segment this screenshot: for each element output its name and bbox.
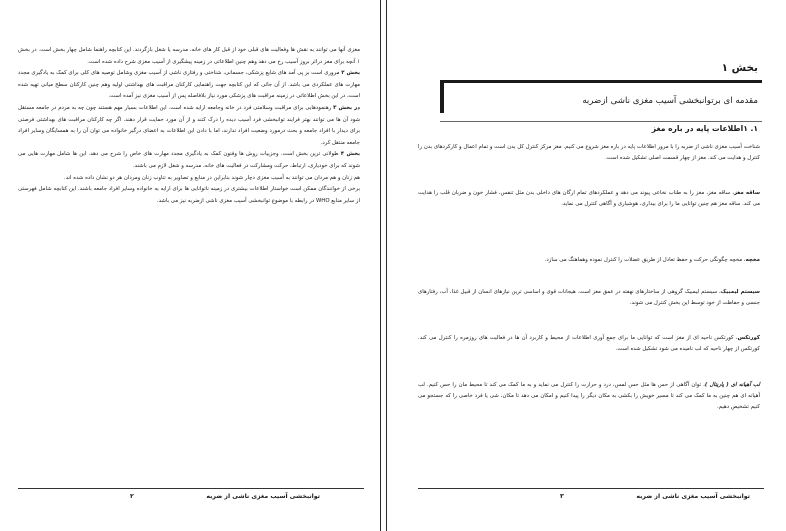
footer-page-number: ۲ bbox=[130, 493, 134, 500]
page-gutter-line bbox=[386, 0, 387, 531]
body-paragraph: مخچه، مخچه چگونگی حرکت و حفظ تعادل از طریق عضلات را کنترل نموده وهماهنگ می سازد. bbox=[544, 257, 760, 263]
footer-title: توانبخشی آسیب مغزی ناشی از ضربه bbox=[206, 493, 320, 500]
footer-page-number: ۳ bbox=[560, 493, 564, 500]
left-footer bbox=[130, 493, 320, 500]
right-body-block bbox=[418, 380, 760, 412]
chapter-rule bbox=[440, 121, 762, 122]
right-body-block bbox=[418, 188, 760, 210]
body-paragraph: بخش ۲ مروری است بر پی آمد های شایع پزشکی، جسمانی، شناختی و رفتاری ناشی از آسیب مغزی وشامل توصیه های کلی برای کمک به یادگیری مجدد مهارت های عملکردی می باشد. از آن جائی که این کتابچه جهت راهنمایی کارکنان مراقبت های بهداشتی اولیه وهم چنین کارکنان سطح میانی تهیه شده است، در این بخش اطلاعاتی در زمینه مراقبت های پزشکی مورد نیاز بلافاصله پس از آسیب مغزی نیز آمده است. bbox=[18, 70, 361, 100]
footer-title: توانبخشی آسیب مغزی ناشی از ضربه bbox=[636, 493, 750, 500]
body-paragraph: برخی از خوانندگان ممکن است خواستار اطلاعات بیشتری در زمینه ناتوانایی ها برای ارایه به خانواده وسایر افراد جامعه باشند. این کتابچه شامل فهرستی از سایر منابع WHO در رابطه با موضوع توانبخشی آسیب مغزی ناشی ازضربه نیز می باشد. bbox=[18, 186, 360, 204]
page-gutter-line bbox=[380, 0, 381, 531]
footer-rule bbox=[18, 488, 364, 489]
part-title-rule bbox=[440, 80, 762, 83]
section-title: ۱. ۱اطلاعات پایه در باره مغز bbox=[651, 124, 758, 133]
right-body-block bbox=[418, 255, 760, 266]
body-paragraph: مغزی آنها می توانند به نقش ها وفعالیت های قبلی خود از قبل کار های خانه، مدرسه یا شغل بازگردند. این کتابچه راهنما شامل چهار بخش است. در بخش ۱ آنچه برای مغز درائر بروز آسیب رخ می دهد وهم چنین اطلاعاتی در زمینه پیشگیری از آسیب مغزی شرح داده شده است. bbox=[18, 47, 360, 65]
right-body-block bbox=[418, 142, 760, 164]
body-paragraph: سیستم لیمبیک، سیستم لیمبیک گروهی از ساختارهای نهفته در عمق مغز است. هیجانات قوی و اساسی ترین نیازهای انسان از قبیل غذا، آب، رفتارهای جنسی و حفاظت از خود توسط این بخش کنترل می شوند. bbox=[418, 289, 760, 306]
right-footer bbox=[560, 493, 750, 500]
chapter-title: مقدمه ای برتوانبخشی آسیب مغزی ناشی ازضربه bbox=[582, 96, 758, 106]
part-title-accent-bar bbox=[440, 80, 444, 113]
body-paragraph: کورتکس، کورتکس ناحیه ای از مغز است که توانایی ما برای جمع آوری اطلاعات از محیط و کاربرد آن ها در فعالیت های روزمره را کنترل می کند. کورتکس از چهار ناحیه که لب نامیده می شود تشکیل شده است. bbox=[418, 335, 760, 352]
body-paragraph: در بخش ۳ رهنمودهایی برای مراقبت وسلامتی فرد در خانه وجامعه ارایه شده است. این اطلاعات بسیار مهم هستند چون چه به مردم در جامعه مستقل شود آن ها می توانند بهتر فرایند توانبخشی فرد آسیب دیده را درک کنند و از آن مورد حمایت قرار دهند. اگر چه کارکنان مراقبت های بهداشتی فرصتی برای دیدار با افراد جامعه و بحث درمورد وضعیت افراد ندارند، اما با دادن این اطلاعات به اعضای درگیر خانواده می توان آن را به همسایگان وسایر افراد جامعه منتقل کرد. bbox=[18, 104, 360, 146]
body-paragraph: ساقه مغز، ساقه مغز، مغز را به طناب نخاعی پیوند می دهد و عملکردهای تمام ارگان های داخلی بدن مثل تنفس، فشار خون و ضربان قلب را هدایت می کند. ساقه مغز هم چنین توانایی ما را برای بیداری، هوشیاری و آگاهی کنترل می نماید. bbox=[418, 190, 760, 207]
left-page-body bbox=[18, 45, 360, 207]
part-title: بخش ۱ bbox=[721, 62, 758, 74]
right-body-block bbox=[418, 287, 760, 309]
body-paragraph: هم زنان و هم مردان می توانند به آسیب مغزی دچار شوند بنابراین در منابع و تصاویر به تناوب زنان ومردان هر دو نشان داده شده اند. bbox=[64, 174, 360, 181]
footer-rule bbox=[418, 488, 764, 489]
body-paragraph: لب آهیانه ای ( پاریتال )، توان آگاهی از حس ها مثل حس لمس، درد و حرارت را کنترل می نماید و به ما کمک می کند تا محیط مان را حس کنیم. لب آهیانه ای هم چنین به ما کمک می کند تا مسیر خویش را بکشی به مکان دیگر را پیدا کنیم و امکان می دهد تا مکان، شی یا فرد خاصی را که جستجو می کنیم تشخیص دهیم. bbox=[418, 382, 760, 410]
body-paragraph: بخش ۴ طولانی ترین بخش است. وجزییات روش ها وفنون کمک به یادگیری مجدد مهارت های خاص را شرح می دهد. این ها شامل مهارت هایی می شوند که برای خودیاری، ارتباط، حرکت ومشارکت در فعالیت های خانه، مدرسه و شغل لازم می باشند. bbox=[18, 151, 360, 169]
right-body-block bbox=[418, 333, 760, 355]
body-paragraph: شناخت آسیب مغزی ناشی از ضربه را با مرور اطلاعات پایه در باره مغز شروع می کنیم. مغز مرکز کنترل کل بدن است و تمام اعمال و کارکردهای بدن را کنترل و هدایت می کند. مغز از چهار قسمت اصلی تشکیل شده است. bbox=[418, 144, 760, 161]
